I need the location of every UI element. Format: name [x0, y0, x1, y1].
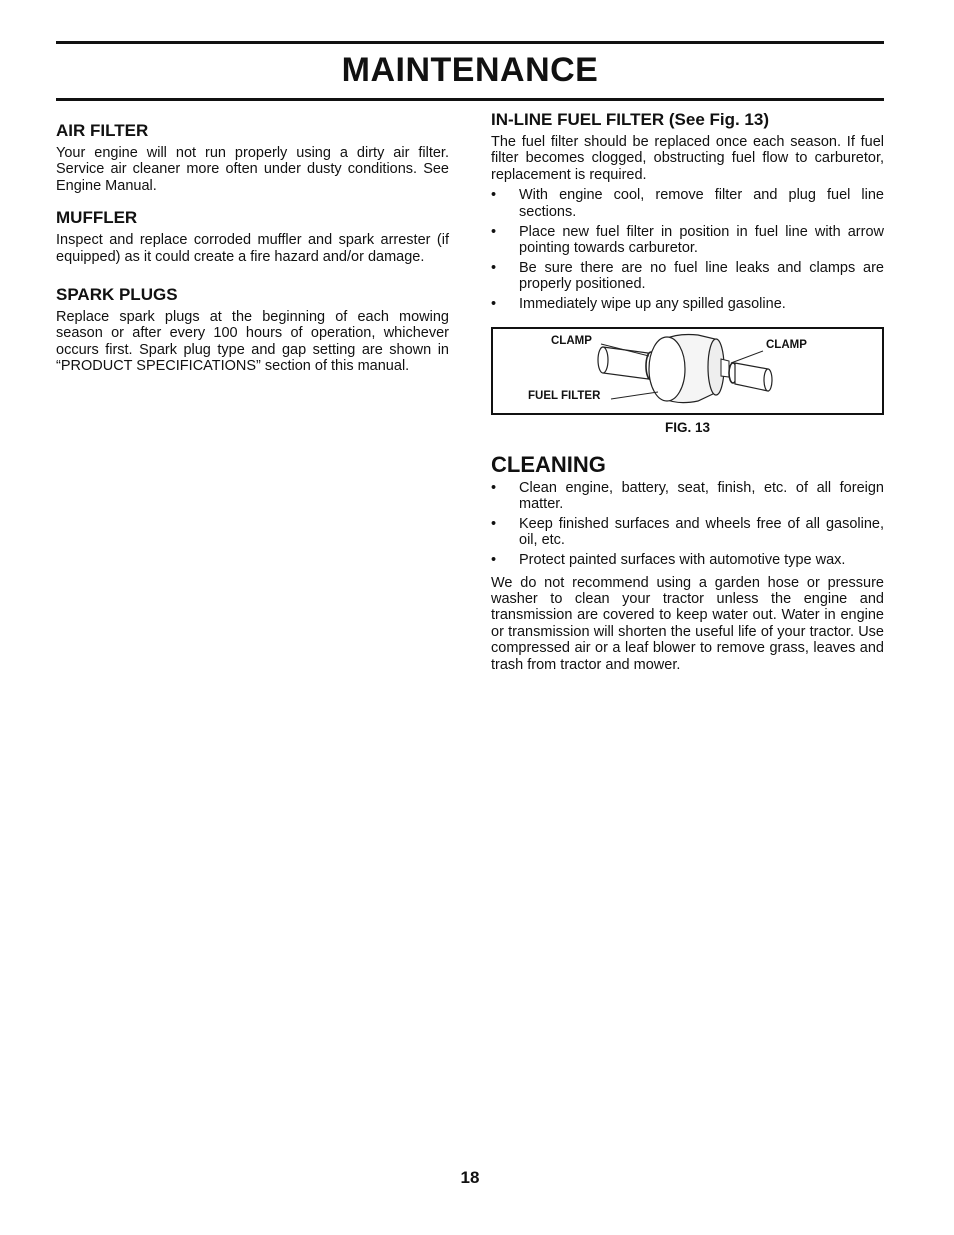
list-item: • Clean engine, battery, seat, finish, etc. of all foreign matter.	[491, 479, 884, 512]
list-item: • Immediately wipe up any spilled gasoline.	[491, 296, 786, 313]
spark-plugs-body: Replace spark plugs at the beginning of each mowing season or after every 100 hours of operation, whichever occurs first. Spark plug type and gap setting are shown in “PRODUCT SPECIFICATIONS” section of this manual.	[56, 309, 449, 375]
list-item: • Protect painted surfaces with automotive type wax.	[491, 552, 846, 569]
page-number: 18	[460, 1168, 480, 1187]
fuel-filter-label: FUEL FILTER	[528, 389, 601, 402]
left-column	[56, 121, 449, 389]
list-item: • With engine cool, remove filter and plug fuel line sections.	[491, 187, 884, 220]
header-rule-top	[56, 41, 884, 44]
fuel-filter-heading: IN-LINE FUEL FILTER (See Fig. 13)	[491, 110, 770, 129]
list-item: • Keep finished surfaces and wheels free of all gasoline, oil, etc.	[491, 515, 884, 549]
air-filter-body: Your engine will not run properly using a dirty air filter. Service air cleaner more often under dusty conditions. See Engine Manual.	[56, 145, 449, 194]
right-column	[491, 110, 884, 673]
fuel-filter-section	[491, 110, 884, 313]
air-filter-section	[56, 121, 449, 194]
list-item: • Be sure there are no fuel line leaks and clamps are properly positioned.	[491, 259, 884, 293]
cleaning-heading: CLEANING	[491, 451, 606, 477]
cleaning-body: We do not recommend using a garden hose or pressure washer to clean your tractor unless the engine and transmission are covered to keep water out. Water in engine or transmission will shorten the useful life of your tractor. Use compressed air or a leaf blower to remove grass, leaves and trash from tractor and mower.	[491, 574, 884, 673]
air-filter-heading: AIR FILTER	[56, 121, 149, 140]
muffler-heading: MUFFLER	[56, 208, 138, 228]
cleaning-list	[491, 480, 884, 569]
spark-plugs-heading: SPARK PLUGS	[56, 285, 178, 305]
muffler-section	[56, 208, 449, 265]
header-rule-bottom	[56, 98, 884, 101]
list-item: • Place new fuel filter in position in fuel line with arrow pointing towards carburetor.	[491, 223, 884, 256]
clamp-left-label: CLAMP	[551, 334, 592, 347]
fuel-filter-list	[491, 187, 884, 312]
fuel-filter-figure	[491, 327, 884, 415]
fuel-filter-body: The fuel filter should be replaced once each season. If fuel filter becomes clogged, obstructing fuel flow to carburetor, replacement is required.	[491, 134, 884, 183]
page-title: MAINTENANCE	[341, 51, 599, 89]
cleaning-section	[491, 453, 884, 673]
figure-caption: FIG. 13	[664, 419, 710, 435]
muffler-body: Inspect and replace corroded muffler and spark arrester (if equipped) as it could create a fire hazard and/or damage.	[56, 232, 449, 265]
spark-plugs-section	[56, 285, 449, 375]
clamp-right-label: CLAMP	[766, 338, 807, 351]
